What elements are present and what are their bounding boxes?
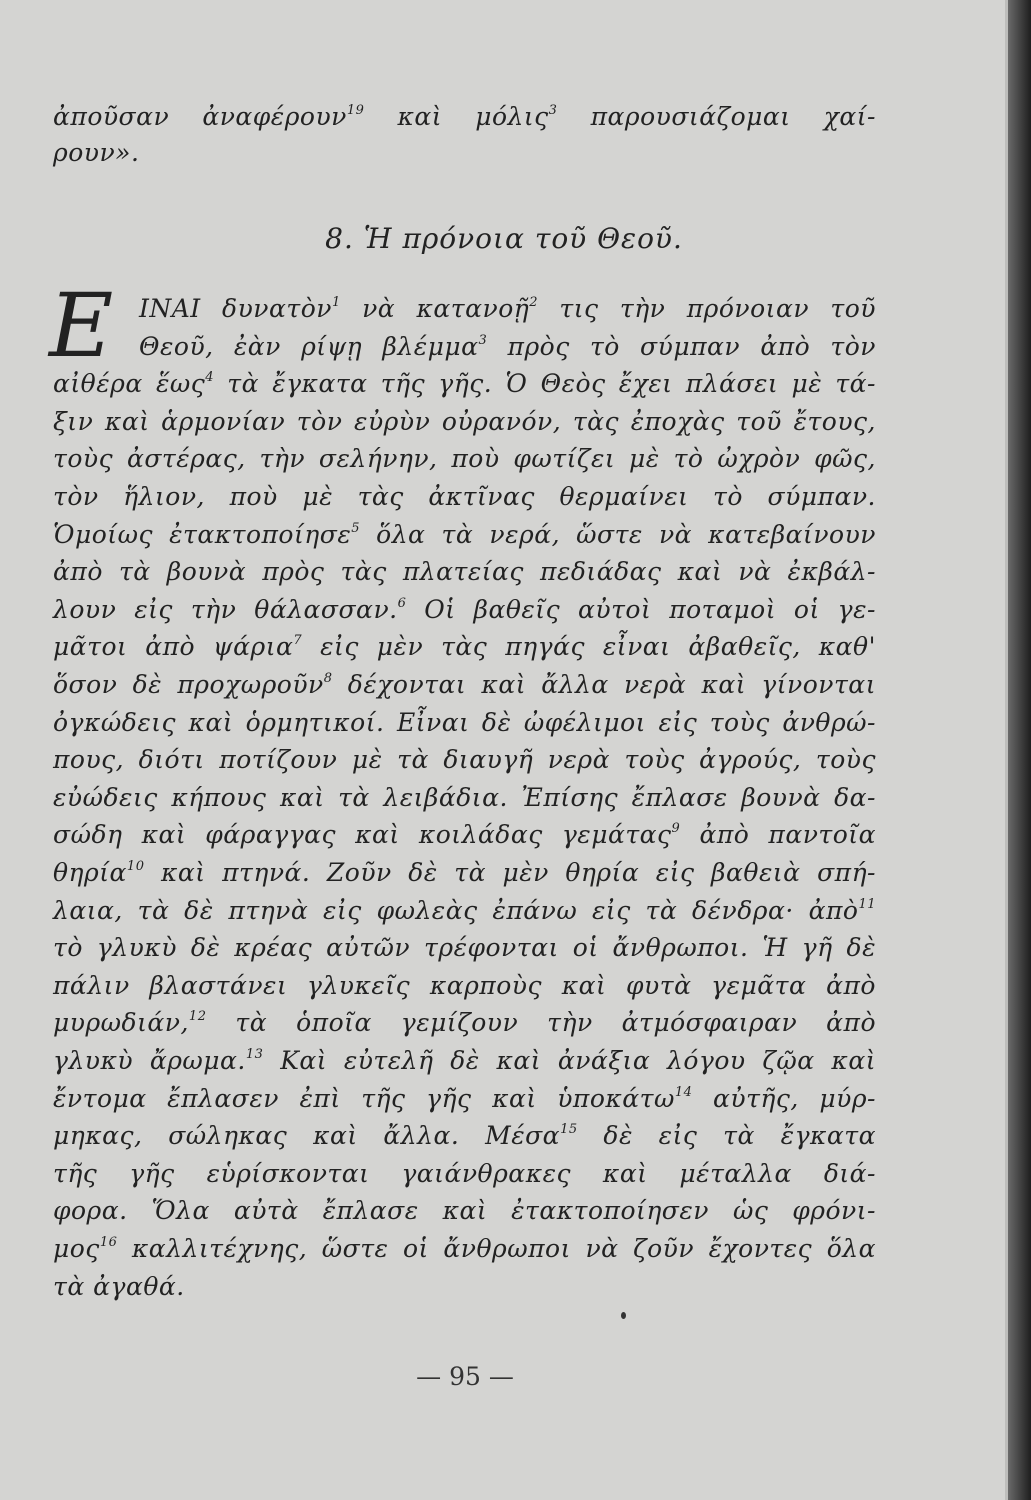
text-line — [53, 138, 876, 175]
footnote-marker: 13 — [245, 1047, 264, 1062]
text-segment: τοὺς ἀστέρας, τὴν σελήνην, ποὺ φωτίζει μὲ τὸ ὠχρὸν φῶς, — [53, 444, 876, 474]
text-segment: φορα. Ὅλα αὐτὰ ἔπλασε καὶ ἐτακτοποίησεν ὡς φρόνι- — [53, 1196, 876, 1226]
text-segment: ἀπὸ τὰ βουνὰ πρὸς τὰς πλατείας πεδιάδας καὶ νὰ ἐκβάλ- — [53, 557, 876, 587]
text-segment: τῆς γῆς εὑρίσκονται γαιάνθρακες καὶ μέταλλα διά- — [53, 1158, 876, 1188]
text-segment: καὶ πτηνά. Ζοῦν δὲ τὰ μὲν θηρία εἰς βαθειὰ σπή- — [144, 858, 876, 887]
footnote-marker: 8 — [323, 671, 333, 686]
text-segment: θηρία — [53, 858, 127, 887]
text-line — [53, 1272, 876, 1309]
text-line — [53, 369, 876, 406]
footnote-marker: 15 — [560, 1122, 578, 1138]
footnote-marker: 5 — [351, 520, 361, 536]
text-segment: γλυκὺ ἄρωμα. — [53, 1046, 246, 1075]
text-segment: Καὶ εὐτελῆ δὲ καὶ ἀνάξια λόγου ζῷα καὶ — [263, 1046, 876, 1075]
text-segment: μυρωδιάν, — [53, 1008, 189, 1038]
text-segment: ὅσον δὲ προχωροῦν — [53, 670, 324, 699]
text-segment: ἀπὸ παντοῖα — [680, 820, 876, 850]
text-segment: ξιν καὶ ἁρμονίαν τὸν εὐρὺν οὐρανόν, τὰς ἐποχὰς τοῦ ἔτους, — [53, 406, 876, 436]
text-line — [53, 1084, 876, 1121]
text-line — [53, 1196, 876, 1233]
text-line — [53, 896, 876, 933]
text-segment: τὰ ἔγκατα τῆς γῆς. Ὁ Θεὸς ἔχει πλάσει μὲ τά- — [214, 369, 877, 399]
text-segment: αὐτῆς, μύρ- — [692, 1083, 876, 1113]
text-segment: λουν εἰς τὴν θάλασσαν. — [53, 594, 398, 624]
text-segment: ἔντομα ἔπλασεν ἐπὶ τῆς γῆς καὶ ὑποκάτω — [53, 1083, 675, 1113]
text-segment: Θεοῦ, ἐὰν ρίψῃ βλέμμα — [139, 331, 479, 361]
text-line — [53, 102, 876, 139]
text-segment: τὸν ἥλιον, ποὺ μὲ τὰς ἀκτῖνας θερμαίνει τὸ σύμπαν. — [53, 482, 876, 511]
text-line — [53, 482, 876, 519]
text-segment: καλλιτέχνης, ὥστε οἱ ἄνθρωποι νὰ ζοῦν ἔχοντες ὅλα — [117, 1234, 876, 1263]
footnote-marker: 3 — [548, 103, 558, 118]
text-line — [53, 745, 876, 782]
text-segment: μᾶτοι ἀπὸ ψάρια — [53, 632, 294, 662]
page-number: — 95 — — [416, 1362, 514, 1391]
footnote-marker: 10 — [126, 859, 145, 874]
text-segment: νὰ κατανοῇ — [340, 294, 530, 323]
footnote-marker: 7 — [293, 633, 303, 649]
text-segment: πάλιν βλαστάνει γλυκεῖς καρποὺς καὶ φυτὰ γεμᾶτα ἀπὸ — [53, 970, 876, 1000]
text-segment: πους, διότι ποτίζουν μὲ τὰ διαυγῆ νερὰ τοὺς ἀγρούς, τοὺς — [53, 745, 876, 775]
ink-speck — [621, 1312, 626, 1319]
text-line — [53, 632, 876, 669]
text-line — [53, 858, 876, 895]
text-segment: πρὸς τὸ σύμπαν ἀπὸ τὸν — [487, 331, 876, 361]
text-segment: τὸ γλυκὺ δὲ κρέας αὐτῶν τρέφονται οἱ ἄνθρωποι. Ἡ γῆ δὲ — [53, 933, 876, 963]
text-segment: καὶ μόλις — [364, 102, 549, 131]
text-line — [53, 595, 876, 632]
footnote-marker: 14 — [674, 1084, 693, 1100]
text-line — [53, 407, 876, 444]
section-heading: 8. Ἡ πρόνοια τοῦ Θεοῦ. — [325, 222, 683, 255]
text-segment: λαια, τὰ δὲ πτηνὰ εἰς φωλεὰς ἐπάνω εἰς τὰ δένδρα· ἀπὸ — [53, 895, 859, 925]
text-line — [53, 708, 876, 745]
text-segment: ὀγκώδεις καὶ ὁρμητικοί. Εἶναι δὲ ὠφέλιμοι εἰς τοὺς ἀνθρώ- — [53, 707, 876, 737]
footnote-marker: 3 — [478, 332, 488, 348]
footnote-marker: 6 — [397, 595, 407, 611]
text-segment: τις τὴν πρόνοιαν τοῦ — [538, 294, 876, 323]
text-line — [53, 1121, 876, 1158]
text-line — [53, 1159, 876, 1196]
drop-cap: Ε — [49, 274, 114, 377]
text-segment: ὅλα τὰ νερά, ὥστε νὰ κατεβαίνουν — [360, 519, 876, 549]
text-segment: αἰθέρα ἕως — [53, 369, 206, 399]
text-segment: τὰ ἀγαθά. — [53, 1271, 185, 1301]
footnote-marker: 2 — [529, 295, 539, 310]
footnote-marker: 11 — [858, 896, 876, 912]
text-segment: σώδη καὶ φάραγγας καὶ κοιλάδας γεμάτας — [53, 820, 672, 850]
page-edge — [1008, 0, 1031, 1500]
text-segment: παρουσιάζομαι χαί- — [557, 102, 877, 131]
text-line — [53, 933, 876, 970]
text-line — [53, 1234, 876, 1271]
text-segment: εἰς μὲν τὰς πηγάς εἶναι ἀβαθεῖς, καθ' — [302, 632, 876, 662]
text-segment: Οἱ βαθεῖς αὐτοὶ ποταμοὶ οἱ γε- — [406, 594, 876, 624]
text-segment: τὰ ὁποῖα γεμίζουν τὴν ἀτμόσφαιραν ἀπὸ — [206, 1008, 876, 1038]
text-segment: ἀποῦσαν ἀναφέρουν — [53, 102, 347, 131]
text-segment: εὐώδεις κήπους καὶ τὰ λειβάδια. Ἐπίσης ἔπλασε βουνὰ δα- — [53, 782, 876, 812]
text-segment: μηκας, σώληκας καὶ ἄλλα. Μέσα — [53, 1121, 561, 1151]
text-line — [139, 294, 876, 331]
text-segment: δὲ εἰς τὰ ἔγκατα — [577, 1121, 876, 1151]
text-line — [53, 557, 876, 594]
text-line — [53, 520, 876, 557]
text-line — [53, 783, 876, 820]
text-segment: ρουν». — [53, 138, 140, 167]
text-segment: μος — [53, 1234, 100, 1263]
footnote-marker: 19 — [346, 103, 365, 118]
text-line — [139, 332, 876, 369]
text-segment: δέχονται καὶ ἄλλα νερὰ καὶ γίνονται — [332, 670, 876, 699]
footnote-marker: 1 — [331, 295, 341, 310]
text-line — [53, 1046, 876, 1083]
text-segment: ΙΝΑΙ δυνατὸν — [139, 294, 332, 323]
footnote-marker: 9 — [671, 821, 681, 837]
text-line — [53, 670, 876, 707]
footnote-marker: 4 — [205, 370, 215, 386]
footnote-marker: 16 — [99, 1235, 118, 1250]
text-line — [53, 1008, 876, 1045]
footnote-marker: 12 — [188, 1009, 207, 1025]
text-line — [53, 971, 876, 1008]
text-line — [53, 820, 876, 857]
text-line — [53, 444, 876, 481]
text-segment: Ὁμοίως ἐτακτοποίησε — [53, 519, 352, 549]
